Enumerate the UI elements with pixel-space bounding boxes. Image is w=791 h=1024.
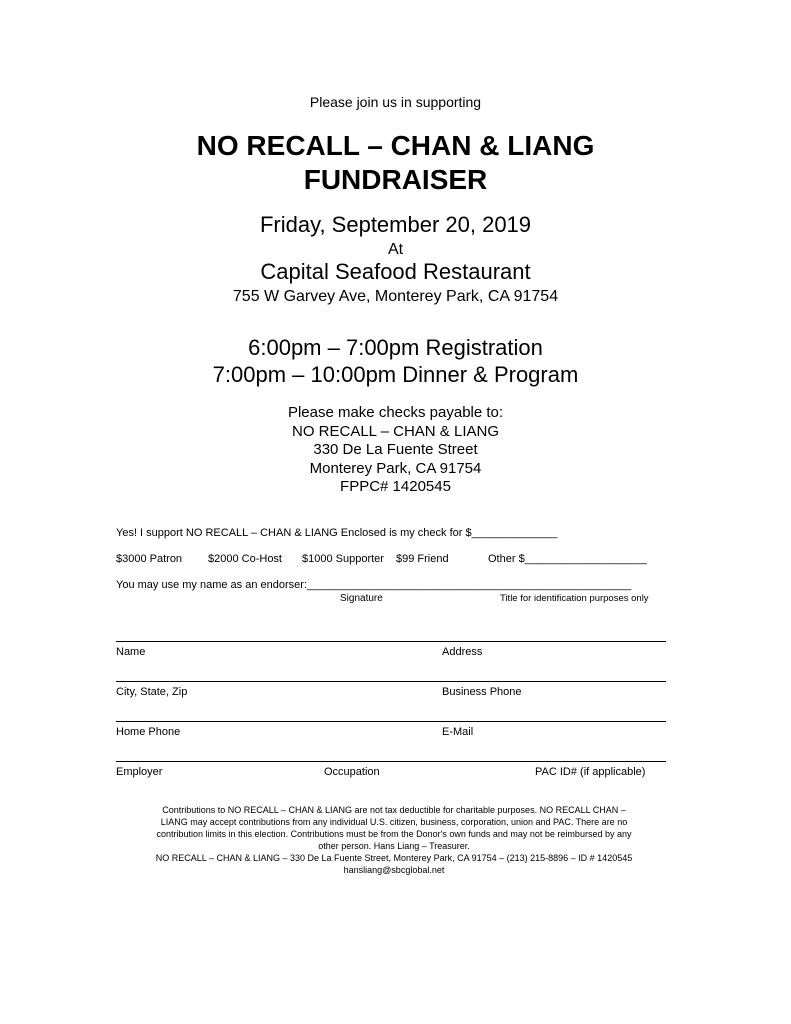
address-label: Address: [442, 646, 483, 658]
payable-heading: Please make checks payable to:: [287, 404, 504, 421]
event-venue: Capital Seafood Restaurant: [260, 259, 531, 284]
footer-line-1: Contributions to NO RECALL – CHAN & LIANG are not tax deductible for charitable purposes. NO RECALL CHAN –: [162, 805, 626, 815]
level-patron[interactable]: $3000 Patron: [116, 553, 183, 565]
footer-line-3: contribution limits in this election. Contributions must be from the Donor's own funds and may not be reimbursed by any: [156, 829, 632, 839]
footer-line-2: LIANG may accept contributions from any individual U.S. citizen, business, corporation, union and PAC. There are no: [160, 817, 628, 827]
event-address: 755 W Garvey Ave, Monterey Park, CA 91754: [232, 288, 559, 305]
home-phone-label: Home Phone: [116, 726, 181, 738]
registration-time: 6:00pm – 7:00pm Registration: [248, 335, 543, 360]
support-line[interactable]: Yes! I support NO RECALL – CHAN & LIANG Enclosed is my check for $______________: [116, 527, 558, 539]
footer-email[interactable]: hansliang@sbcglobal.net: [343, 865, 445, 875]
dinner-time: 7:00pm – 10:00pm Dinner & Program: [212, 362, 579, 387]
payable-city: Monterey Park, CA 91754: [309, 459, 482, 477]
disclaimer-footer: [116, 804, 672, 876]
payable-fppc: FPPC# 1420545: [340, 478, 451, 495]
level-other[interactable]: Other $____________________: [488, 553, 648, 565]
signature-label: Signature: [340, 593, 383, 604]
home-email-line[interactable]: [116, 721, 666, 722]
event-date: Friday, September 20, 2019: [259, 212, 532, 237]
occupation-label: Occupation: [324, 766, 380, 778]
business-phone-label: Business Phone: [442, 686, 522, 698]
employer-label: Employer: [116, 766, 163, 778]
city-label: City, State, Zip: [116, 686, 188, 698]
event-at: At: [387, 241, 404, 258]
pac-label: PAC ID# (if applicable): [535, 766, 646, 778]
city-phone-line[interactable]: [116, 681, 666, 682]
payable-block: [0, 404, 791, 497]
payable-name: NO RECALL – CHAN & LIANG: [291, 422, 499, 440]
footer-line-5: NO RECALL – CHAN & LIANG – 330 De La Fuente Street, Monterey Park, CA 91754 – (213) 215-8896 – ID # 1420545: [155, 853, 633, 863]
title-id-label: Title for identification purposes only: [500, 593, 649, 604]
endorser-line[interactable]: You may use my name as an endorser:_____________________________________________________: [116, 579, 632, 591]
event-title: [0, 129, 791, 197]
email-label: E-Mail: [442, 726, 474, 738]
title-line-1: NO RECALL – CHAN & LIANG: [196, 130, 595, 161]
intro-text: Please join us in supporting: [309, 94, 482, 110]
level-cohost[interactable]: $2000 Co-Host: [208, 553, 282, 565]
footer-line-4: other person. Hans Liang – Treasurer.: [318, 841, 470, 851]
name-label: Name: [116, 646, 146, 658]
name-address-line[interactable]: [116, 641, 666, 642]
level-friend[interactable]: $99 Friend: [396, 553, 449, 565]
payable-street: 330 De La Fuente Street: [313, 441, 478, 458]
title-line-2: FUNDRAISER: [303, 164, 488, 195]
level-supporter[interactable]: $1000 Supporter: [302, 553, 384, 565]
employer-line[interactable]: [116, 761, 666, 762]
